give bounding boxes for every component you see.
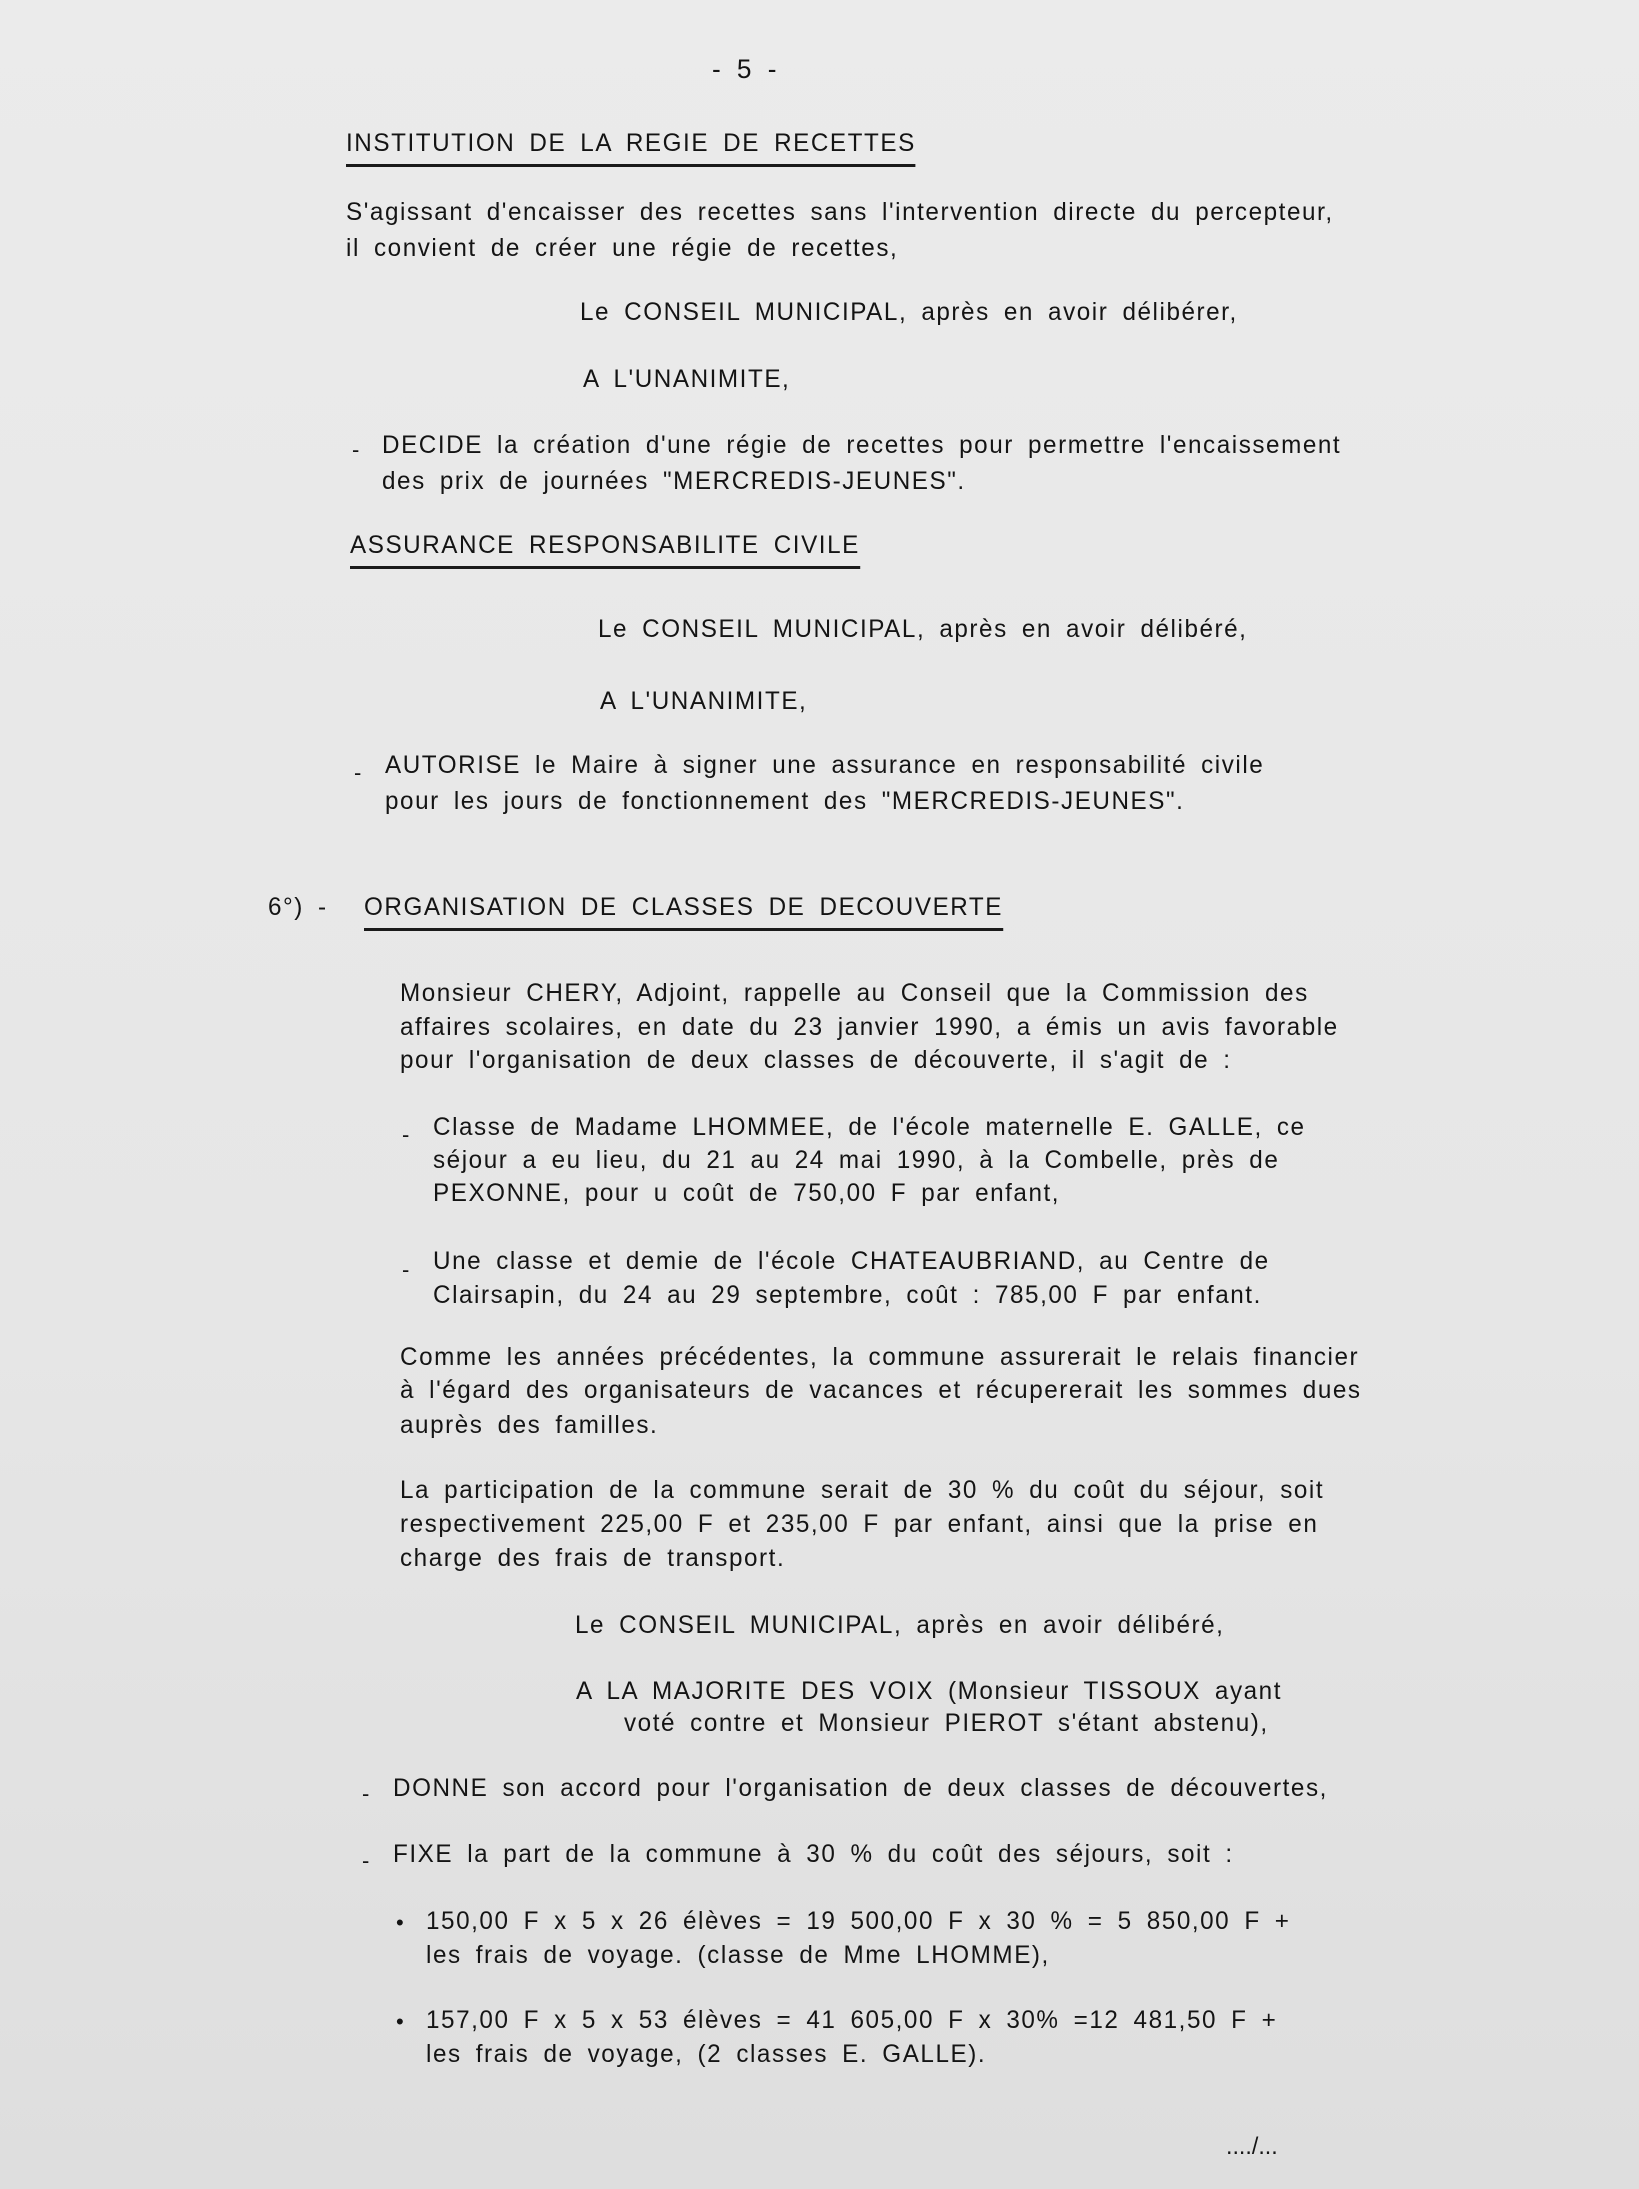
decision-line: AUTORISE le Maire à signer une assurance en responsabilité civile xyxy=(385,751,1265,779)
list-item-line: Classe de Madame LHOMMEE, de l'école maternelle E. GALLE, ce xyxy=(433,1113,1306,1141)
list-dash: - xyxy=(402,1122,410,1147)
list-dash: - xyxy=(352,437,360,462)
bullet-icon: • xyxy=(396,2009,404,2034)
calculation-line: les frais de voyage, (2 classes E. GALLE). xyxy=(426,2040,987,2068)
paragraph-line: Comme les années précédentes, la commune assurerait le relais financier xyxy=(400,1343,1360,1371)
list-dash: - xyxy=(354,760,362,785)
decision-line: des prix de journées "MERCREDIS-JEUNES". xyxy=(382,467,966,495)
paragraph-line: respectivement 225,00 F et 235,00 F par enfant, ainsi que la prise en xyxy=(400,1510,1319,1538)
page-number: - 5 - xyxy=(712,54,778,84)
paragraph-line: il convient de créer une régie de recettes, xyxy=(346,234,899,262)
bullet-icon: • xyxy=(396,1910,404,1935)
vote-statement: A L'UNANIMITE, xyxy=(600,687,808,715)
vote-statement: A L'UNANIMITE, xyxy=(583,365,791,393)
list-dash: - xyxy=(402,1257,410,1282)
calculation-line: les frais de voyage. (classe de Mme LHOMME), xyxy=(426,1941,1050,1969)
decision-line: FIXE la part de la commune à 30 % du coût des séjours, soit : xyxy=(393,1840,1234,1868)
continuation-mark: ..../... xyxy=(1226,2133,1278,2160)
calculation-line: 157,00 F x 5 x 53 élèves = 41 605,00 F x 30% =12 481,50 F + xyxy=(426,2006,1278,2034)
section-title-regie: INSTITUTION DE LA REGIE DE RECETTES xyxy=(346,126,916,167)
council-statement: Le CONSEIL MUNICIPAL, après en avoir délibéré, xyxy=(575,1611,1225,1639)
paragraph-line: pour l'organisation de deux classes de découverte, il s'agit de : xyxy=(400,1046,1232,1074)
vote-statement: A LA MAJORITE DES VOIX (Monsieur TISSOUX ayant xyxy=(576,1677,1283,1705)
paragraph-line: charge des frais de transport. xyxy=(400,1544,786,1572)
list-dash: - xyxy=(362,1781,370,1806)
section-title-assurance: ASSURANCE RESPONSABILITE CIVILE xyxy=(350,528,860,569)
paragraph-line: Monsieur CHERY, Adjoint, rappelle au Conseil que la Commission des xyxy=(400,979,1309,1007)
section-number: 6°) - xyxy=(268,893,328,921)
calculation-line: 150,00 F x 5 x 26 élèves = 19 500,00 F x 30 % = 5 850,00 F + xyxy=(426,1907,1291,1935)
list-item-line: Une classe et demie de l'école CHATEAUBRIAND, au Centre de xyxy=(433,1247,1270,1275)
section-title-classes: ORGANISATION DE CLASSES DE DECOUVERTE xyxy=(364,890,1003,931)
decision-line: pour les jours de fonctionnement des "MERCREDIS-JEUNES". xyxy=(385,787,1185,815)
list-item-line: Clairsapin, du 24 au 29 septembre, coût : 785,00 F par enfant. xyxy=(433,1281,1262,1309)
list-item-line: séjour a eu lieu, du 21 au 24 mai 1990, à la Combelle, près de xyxy=(433,1146,1280,1174)
paragraph-line: affaires scolaires, en date du 23 janvier 1990, a émis un avis favorable xyxy=(400,1013,1339,1041)
paragraph-line: auprès des familles. xyxy=(400,1411,659,1439)
paragraph-line: S'agissant d'encaisser des recettes sans l'intervention directe du percepteur, xyxy=(346,198,1334,226)
council-statement: Le CONSEIL MUNICIPAL, après en avoir délibérer, xyxy=(580,298,1238,326)
decision-line: DECIDE la création d'une régie de recettes pour permettre l'encaissement xyxy=(382,431,1342,459)
vote-statement: voté contre et Monsieur PIEROT s'étant abstenu), xyxy=(624,1709,1269,1737)
list-item-line: PEXONNE, pour u coût de 750,00 F par enfant, xyxy=(433,1179,1061,1207)
decision-line: DONNE son accord pour l'organisation de deux classes de découvertes, xyxy=(393,1774,1328,1802)
paragraph-line: à l'égard des organisateurs de vacances et récupererait les sommes dues xyxy=(400,1376,1362,1404)
list-dash: - xyxy=(362,1848,370,1873)
paragraph-line: La participation de la commune serait de 30 % du coût du séjour, soit xyxy=(400,1476,1325,1504)
council-statement: Le CONSEIL MUNICIPAL, après en avoir délibéré, xyxy=(598,615,1248,643)
